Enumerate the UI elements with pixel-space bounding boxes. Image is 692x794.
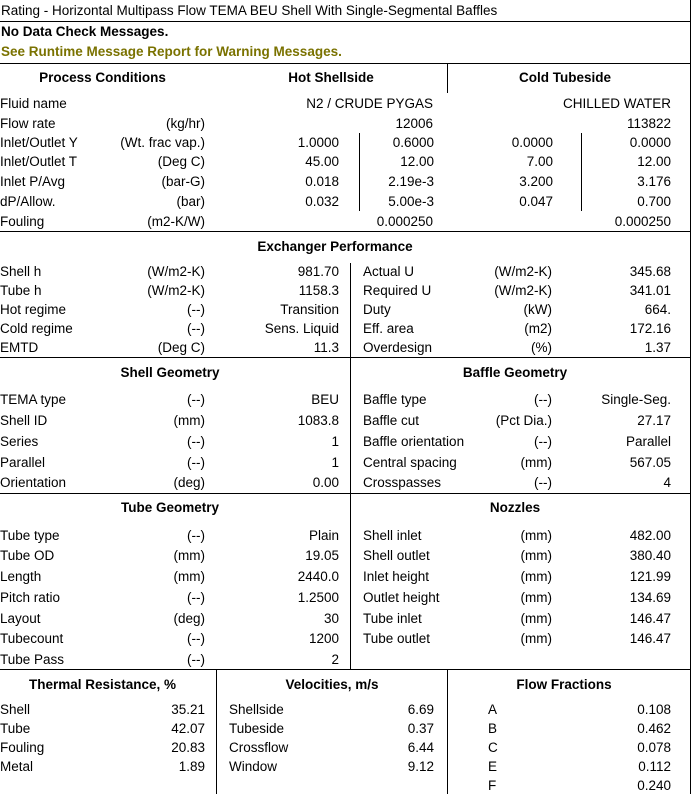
- velocity-value: 9.12: [407, 759, 434, 774]
- performance-value: 1.37: [644, 340, 671, 355]
- velocity-value: 6.44: [407, 740, 434, 755]
- baffle-geometry-label: Crosspasses: [363, 475, 442, 490]
- tube-geometry-value: 2440.0: [297, 569, 339, 584]
- tube-geometry-value: 2: [331, 652, 339, 667]
- nozzle-unit: (mm): [520, 631, 552, 646]
- flow-fraction-value: 0.112: [638, 759, 671, 774]
- baffle-geometry-header: Baffle Geometry: [462, 365, 568, 380]
- velocity-label: Crossflow: [229, 740, 289, 755]
- shell-geometry-label: Series: [0, 434, 39, 449]
- velocity-label: Shellside: [229, 702, 284, 717]
- baffle-geometry-label: Baffle orientation: [363, 434, 465, 449]
- cold-tubeside-header: Cold Tubeside: [518, 70, 611, 85]
- nozzle-unit: (mm): [520, 611, 552, 626]
- performance-value: 11.3: [313, 340, 339, 355]
- nozzle-label: Inlet height: [363, 569, 430, 584]
- process-row-label: Fouling: [0, 214, 45, 229]
- nozzle-value: 380.40: [629, 548, 671, 563]
- performance-label: Required U: [363, 283, 432, 298]
- hot-inlet-value: 45.00: [305, 154, 339, 169]
- cold-inlet-value: 7.00: [526, 154, 553, 169]
- shell-geometry-value: 1: [331, 434, 339, 449]
- nozzle-value: 134.69: [629, 590, 671, 605]
- cold-outlet-value: 12.00: [637, 154, 671, 169]
- shell-geometry-unit: (--): [187, 434, 205, 449]
- data-check-message: No Data Check Messages.: [1, 24, 169, 39]
- nozzle-label: Tube outlet: [363, 631, 431, 646]
- thermal-resistance-value: 35.21: [171, 702, 205, 717]
- sheet-title: Rating - Horizontal Multipass Flow TEMA BEU Shell With Single-Segmental Baffles: [1, 3, 498, 18]
- flow-fraction-value: 0.078: [637, 740, 671, 755]
- shell-geometry-header: Shell Geometry: [120, 365, 220, 380]
- process-row-unit: (Wt. frac vap.): [120, 135, 205, 150]
- divider: [447, 63, 448, 93]
- process-row-unit: (kg/hr): [165, 116, 205, 131]
- baffle-geometry-label: Baffle cut: [363, 413, 420, 428]
- cold-tubeside-value: 0.000250: [614, 214, 671, 229]
- tube-geometry-value: 1200: [308, 631, 339, 646]
- performance-unit: (m2): [524, 321, 552, 336]
- shell-geometry-label: Orientation: [0, 475, 67, 490]
- flow-fraction-label: E: [488, 759, 498, 774]
- baffle-geometry-value: Single-Seg.: [601, 392, 671, 407]
- performance-value: 172.16: [629, 321, 671, 336]
- thermal-resistance-label: Metal: [0, 759, 34, 774]
- baffle-geometry-value: 567.05: [629, 455, 671, 470]
- performance-unit: (--): [187, 302, 205, 317]
- cold-outlet-value: 0.0000: [629, 135, 671, 150]
- hot-inlet-value: 1.0000: [297, 135, 339, 150]
- performance-value: Sens. Liquid: [264, 321, 339, 336]
- tube-geometry-unit: (--): [187, 631, 205, 646]
- tube-geometry-label: Tube OD: [0, 548, 55, 563]
- shell-geometry-value: BEU: [311, 392, 339, 407]
- hot-inlet-value: 0.018: [305, 174, 339, 189]
- velocity-value: 6.69: [407, 702, 434, 717]
- rule: [0, 669, 690, 670]
- thermal-resistance-value: 20.83: [171, 740, 205, 755]
- performance-unit: (W/m2-K): [147, 264, 205, 279]
- nozzle-label: Tube inlet: [363, 611, 422, 626]
- baffle-geometry-label: Central spacing: [363, 455, 457, 470]
- tube-geometry-unit: (--): [187, 652, 205, 667]
- thermal-resistance-header: Thermal Resistance, %: [28, 677, 177, 692]
- tube-geometry-value: 19.05: [305, 548, 339, 563]
- cold-inlet-value: 3.200: [519, 174, 553, 189]
- velocities-header: Velocities, m/s: [285, 677, 379, 692]
- process-row-label: Inlet/Outlet T: [0, 154, 78, 169]
- flow-fraction-label: C: [488, 740, 498, 755]
- performance-unit: (Deg C): [157, 340, 205, 355]
- tube-geometry-unit: (deg): [173, 611, 205, 626]
- hot-outlet-value: 0.6000: [392, 135, 434, 150]
- shell-geometry-unit: (--): [187, 455, 205, 470]
- performance-value: 345.68: [629, 264, 671, 279]
- cold-outlet-value: 3.176: [637, 174, 671, 189]
- performance-value: 341.01: [629, 283, 671, 298]
- hot-shellside-header: Hot Shellside: [288, 70, 374, 85]
- thermal-resistance-value: 42.07: [171, 721, 205, 736]
- performance-label: Tube h: [0, 283, 42, 298]
- thermal-resistance-value: 1.89: [178, 759, 205, 774]
- baffle-geometry-unit: (Pct Dia.): [495, 413, 552, 428]
- nozzle-unit: (mm): [520, 590, 552, 605]
- flow-fraction-label: B: [488, 721, 498, 736]
- flow-fraction-value: 0.462: [637, 721, 671, 736]
- tube-geometry-unit: (--): [187, 590, 205, 605]
- process-row-label: Fluid name: [0, 96, 67, 111]
- tube-geometry-label: Layout: [0, 611, 41, 626]
- hot-outlet-value: 2.19e-3: [388, 174, 434, 189]
- tube-geometry-label: Pitch ratio: [0, 590, 61, 605]
- hot-outlet-value: 5.00e-3: [388, 194, 434, 209]
- performance-unit: (W/m2-K): [147, 283, 205, 298]
- exchanger-performance-header: Exchanger Performance: [257, 239, 413, 254]
- performance-label: Actual U: [363, 264, 415, 279]
- divider: [350, 263, 351, 357]
- nozzle-unit: (mm): [520, 548, 552, 563]
- shell-geometry-label: Parallel: [0, 455, 46, 470]
- baffle-geometry-unit: (mm): [520, 455, 552, 470]
- performance-value: 1158.3: [298, 283, 339, 298]
- divider: [350, 357, 351, 669]
- thermal-resistance-label: Tube: [0, 721, 31, 736]
- baffle-geometry-unit: (--): [534, 475, 552, 490]
- shell-geometry-unit: (deg): [173, 475, 205, 490]
- nozzle-label: Shell inlet: [363, 528, 422, 543]
- shell-geometry-value: 1083.8: [297, 413, 339, 428]
- performance-label: Cold regime: [0, 321, 73, 336]
- shell-geometry-label: TEMA type: [0, 392, 67, 407]
- process-row-label: Flow rate: [0, 116, 56, 131]
- cold-tubeside-value: 113822: [626, 116, 671, 131]
- flow-fractions-header: Flow Fractions: [516, 677, 612, 692]
- baffle-geometry-unit: (--): [534, 392, 552, 407]
- performance-unit: (%): [531, 340, 552, 355]
- hot-shellside-value: 12006: [395, 116, 433, 131]
- process-row-label: Inlet P/Avg: [0, 174, 66, 189]
- shell-geometry-unit: (--): [187, 392, 205, 407]
- tube-geometry-value: Plain: [308, 528, 339, 543]
- baffle-geometry-value: Parallel: [625, 434, 671, 449]
- flow-fraction-label: A: [488, 702, 498, 717]
- tube-geometry-header: Tube Geometry: [120, 500, 220, 515]
- hot-outlet-value: 12.00: [400, 154, 434, 169]
- rule: [0, 357, 690, 358]
- nozzle-value: 146.47: [629, 631, 671, 646]
- thermal-resistance-label: Shell: [0, 702, 31, 717]
- thermal-resistance-label: Fouling: [0, 740, 45, 755]
- rule: [0, 493, 690, 494]
- flow-fraction-label: F: [488, 778, 497, 793]
- hot-shellside-value: 0.000250: [376, 214, 433, 229]
- performance-label: Shell h: [0, 264, 42, 279]
- process-row-unit: (Deg C): [157, 154, 205, 169]
- performance-unit: (--): [187, 321, 205, 336]
- performance-value: Transition: [280, 302, 339, 317]
- tube-geometry-value: 30: [323, 611, 339, 626]
- warning-message-link[interactable]: See Runtime Message Report for Warning Messages.: [1, 44, 342, 59]
- velocity-label: Tubeside: [229, 721, 285, 736]
- nozzles-header: Nozzles: [489, 500, 541, 515]
- shell-geometry-label: Shell ID: [0, 413, 48, 428]
- performance-label: Duty: [363, 302, 391, 317]
- shell-geometry-value: 0.00: [312, 475, 339, 490]
- cold-tubeside-value: CHILLED WATER: [562, 96, 671, 111]
- rule: [0, 63, 690, 64]
- process-row-unit: (m2-K/W): [147, 214, 205, 229]
- shell-geometry-unit: (mm): [173, 413, 205, 428]
- performance-label: EMTD: [0, 340, 39, 355]
- nozzle-value: 482.00: [629, 528, 671, 543]
- performance-label: Hot regime: [0, 302, 67, 317]
- velocity-label: Window: [229, 759, 278, 774]
- nozzle-value: 121.99: [629, 569, 671, 584]
- nozzle-unit: (mm): [520, 569, 552, 584]
- baffle-geometry-value: 4: [663, 475, 671, 490]
- process-row-label: Inlet/Outlet Y: [0, 135, 78, 150]
- performance-unit: (W/m2-K): [494, 283, 552, 298]
- hot-shellside-value: N2 / CRUDE PYGAS: [306, 96, 433, 111]
- baffle-geometry-unit: (--): [534, 434, 552, 449]
- rule: [0, 231, 690, 232]
- hot-inlet-value: 0.032: [305, 194, 339, 209]
- tube-geometry-unit: (mm): [173, 569, 205, 584]
- performance-value: 981.70: [297, 264, 339, 279]
- flow-fraction-value: 0.108: [637, 702, 671, 717]
- process-row-label: dP/Allow.: [0, 194, 56, 209]
- divider: [581, 133, 582, 211]
- performance-value: 664.: [644, 302, 671, 317]
- process-row-unit: (bar): [176, 194, 205, 209]
- performance-unit: (kW): [523, 302, 552, 317]
- tube-geometry-unit: (--): [187, 528, 205, 543]
- tube-geometry-value: 1.2500: [297, 590, 339, 605]
- baffle-geometry-value: 27.17: [637, 413, 671, 428]
- tube-geometry-label: Tubecount: [0, 631, 64, 646]
- cold-inlet-value: 0.0000: [511, 135, 553, 150]
- flow-fraction-value: 0.240: [637, 778, 671, 793]
- tube-geometry-label: Tube type: [0, 528, 60, 543]
- tube-geometry-unit: (mm): [173, 548, 205, 563]
- nozzle-label: Outlet height: [363, 590, 440, 605]
- process-conditions-header: Process Conditions: [39, 70, 166, 85]
- process-row-unit: (bar-G): [161, 174, 205, 189]
- nozzle-value: 146.47: [629, 611, 671, 626]
- tube-geometry-label: Length: [0, 569, 42, 584]
- velocity-value: 0.37: [407, 721, 434, 736]
- baffle-geometry-label: Baffle type: [363, 392, 427, 407]
- shell-geometry-value: 1: [331, 455, 339, 470]
- rule: [0, 21, 690, 22]
- nozzle-label: Shell outlet: [363, 548, 430, 563]
- tube-geometry-label: Tube Pass: [0, 652, 65, 667]
- nozzle-unit: (mm): [520, 528, 552, 543]
- performance-label: Eff. area: [363, 321, 414, 336]
- performance-label: Overdesign: [363, 340, 433, 355]
- cold-inlet-value: 0.047: [519, 194, 553, 209]
- cold-outlet-value: 0.700: [637, 194, 671, 209]
- performance-unit: (W/m2-K): [494, 264, 552, 279]
